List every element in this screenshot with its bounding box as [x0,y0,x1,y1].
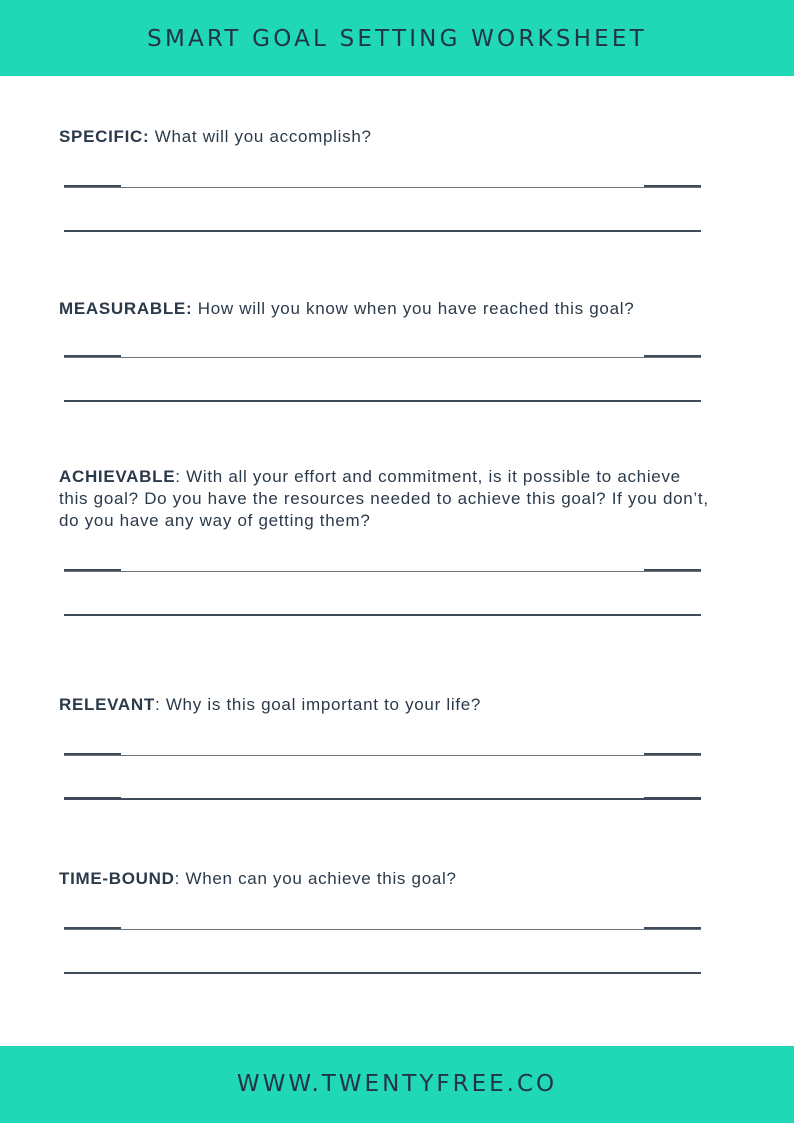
label-achievable: ACHIEVABLE [59,467,176,486]
answer-line-1[interactable] [64,187,701,188]
section-time-bound [59,868,709,890]
answer-line-1[interactable] [64,571,701,572]
answer-line-2[interactable] [64,230,701,232]
question-measurable: How will you know when you have reached this goal? [192,299,635,318]
footer-band [0,1046,794,1123]
prompt-time-bound [59,868,709,890]
answer-line-2[interactable] [64,614,701,616]
section-achievable [59,466,709,532]
section-measurable [59,298,709,320]
prompt-measurable [59,298,709,320]
prompt-specific [59,126,709,148]
label-relevant: RELEVANT [59,695,155,714]
answer-line-1[interactable] [64,755,701,756]
answer-line-2[interactable] [64,798,701,800]
question-specific: What will you accomplish? [149,127,372,146]
section-specific [59,126,709,148]
label-specific: SPECIFIC: [59,127,150,146]
page-title: SMART GOAL SETTING WORKSHEET [147,26,647,52]
section-relevant [59,694,709,716]
footer-url: WWW.TWENTYFREE.CO [236,1071,558,1097]
question-time-bound: : When can you achieve this goal? [174,869,457,888]
prompt-achievable [59,466,709,532]
prompt-relevant [59,694,709,716]
answer-line-1[interactable] [64,357,701,358]
label-time-bound: TIME-BOUND [59,869,175,888]
answer-line-1[interactable] [64,929,701,930]
question-achievable: : With all your effort and commitment, is it possible to achieve this goal? Do you have the resources needed to achieve this goal? If you don’t, do you have any way of getting them? [59,467,709,530]
answer-line-2[interactable] [64,400,701,402]
answer-line-2[interactable] [64,972,701,974]
label-measurable: MEASURABLE: [59,299,193,318]
header-band [0,0,794,76]
question-relevant: : Why is this goal important to your life? [154,695,482,714]
